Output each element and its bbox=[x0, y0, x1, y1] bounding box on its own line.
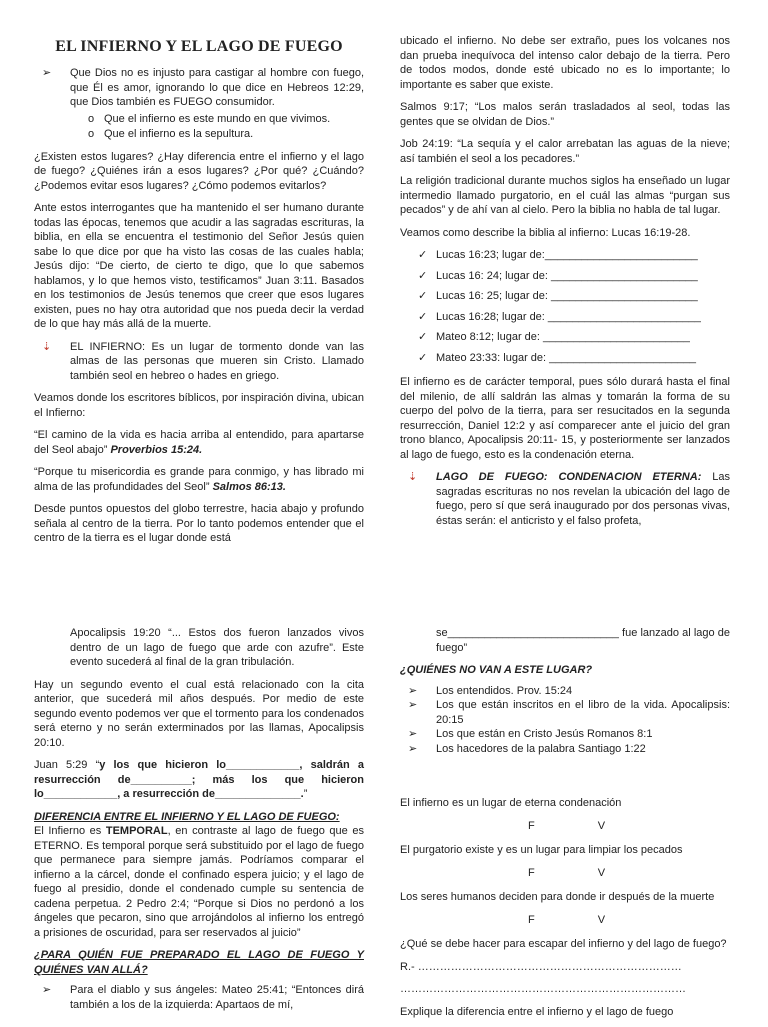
checkmark-icon: ✓ bbox=[418, 269, 428, 282]
fill-in-line: se____________________________ fue lanzado al lago de fuego” bbox=[436, 627, 730, 654]
question: Explique la diferencia entre el infierno y el lago de fuego bbox=[400, 1005, 674, 1018]
paragraph: La religión tradicional durante muchos siglos ha enseñado un lugar intermedio llamado purgatorio, en el cuál las almas “purgan sus pecados” y de ahí van al cielo. Pero la biblia no habla de tal lugar. bbox=[400, 175, 730, 216]
list-item: ✓ Mateo 23:33: lugar de: ________________________ bbox=[418, 351, 696, 364]
quote: “Porque tu misericordia es grande para conmigo, y has librado mi alma de las profundidades del Seol” Salmos 86:13. bbox=[34, 466, 364, 493]
arrow-bullet-icon: ➢ bbox=[42, 67, 52, 79]
checkmark-icon: ✓ bbox=[418, 290, 428, 302]
list-item: ✓ Mateo 8:12; lugar de: ________________________ bbox=[418, 331, 690, 343]
paragraph: Veamos como describe la biblia al infierno: Lucas 16:19-28. bbox=[400, 226, 691, 239]
list-item: o Que el infierno es la sepultura. bbox=[88, 128, 254, 140]
true-false-options[interactable]: F V bbox=[528, 866, 606, 879]
answer-line[interactable]: R.- ……………………………………………………………… bbox=[400, 960, 682, 973]
bottom-left-column bbox=[34, 626, 364, 1014]
true-false-statement: El purgatorio existe y es un lugar para limpiar los pecados bbox=[400, 844, 683, 856]
paragraph: Desde puntos opuestos del globo terrestre, hacia abajo y profundo señala al centro de la tierra. Por lo tanto podemos entender que el centro de la tierra es el lugar donde está bbox=[34, 503, 364, 544]
paragraph: Veamos donde los escritores bíblicos, por inspiración divina, ubican el Infierno: bbox=[34, 392, 364, 419]
true-false-statement: El infierno es un lugar de eterna condenación bbox=[400, 797, 622, 809]
paragraph: Apocalipsis 19:20 “... Estos dos fueron lanzados vivos dentro de un lago de fuego que arde con azufre”. Este evento sucederá al final de la gran tribulación. bbox=[70, 627, 364, 668]
checkmark-icon: ✓ bbox=[418, 331, 428, 343]
paragraph: Salmos 9:17; “Los malos serán trasladados al seol, todas las gentes que se olvidan de Dios.” bbox=[400, 101, 730, 128]
arrow-bullet-icon: ➢ bbox=[408, 684, 418, 697]
checkmark-icon: ✓ bbox=[418, 249, 428, 261]
list-item: ✓ Lucas 16:23; lugar de:_________________________ bbox=[418, 249, 698, 261]
true-false-options[interactable]: F V bbox=[528, 913, 606, 926]
checkmark-icon: ✓ bbox=[418, 310, 428, 323]
list-item: ➢ Los hacedores de la palabra Santiago 1:22 bbox=[408, 742, 646, 755]
paragraph: El Infierno es TEMPORAL, en contraste al lago de fuego que es ETERNO. Es temporal porque será substituido por el lago de fuego que permanece para siempre jamás. Podríamos comparar el infierno a la cárcel, donde el confinado espera juicio; y el lago de fuego al presidio, donde el condenado cumple su sentencia de cadena perpetua. 2 Pedro 2:4; “Porque si Dios no perdonó a los ángeles que pecaron, sino que arrojándolos al infierno los entregó a prisiones de oscuridad, para ser reservados al juicio” bbox=[34, 825, 364, 939]
section-heading: ¿QUIÉNES NO VAN A ESTE LUGAR? bbox=[400, 664, 593, 676]
list-item: ➢ Los entendidos. Prov. 15:24 bbox=[408, 684, 573, 697]
paragraph: ¿Existen estos lugares? ¿Hay diferencia entre el infierno y el lago de fuego? ¿Quiénes irán a esos lugares? ¿Por qué? ¿Cuándo? ¿Podemos evitar esos lugares? ¿Cómo podemos evitarlos? bbox=[34, 150, 364, 192]
paragraph: Ante estos interrogantes que ha mantenido el ser humano durante todas las épocas, tenemos que acudir a las sagradas escrituras, la biblia, en ella se encuentra el testimonio del Señor Jesús quien sabe lo que dice por que ha visto las cosas de las cuales habla; Jesús dijo: “De cierto, de cierto te digo, que lo que sabemos hablamos, y lo que hemos visto, testificamos” Juan 3:11. Basados en los testimonios de Jesús tenemos que creer que esos lugares existen, pues no hay otra autoridad que nos pueda decir la verdad de lo que hay más allá de la muerte. bbox=[34, 202, 364, 330]
question: ¿Qué se debe hacer para escapar del infierno y del lago de fuego? bbox=[400, 938, 727, 950]
down-arrow-icon: ⇣ bbox=[42, 340, 52, 353]
checkmark-icon: ✓ bbox=[418, 351, 428, 364]
circle-bullet-icon: o bbox=[88, 128, 95, 140]
paragraph: ubicado el infierno. No debe ser extraño, pues los volcanes nos dan prueba inequívoca del intenso calor debajo de la tierra. Pero de todos modos, donde esté ubicado no es lo importante; lo importante es saber que existe. bbox=[400, 35, 730, 91]
quote: “El camino de la vida es hacia arriba al entendido, para apartarse del Seol abajo” Proverbios 15:24. bbox=[34, 429, 364, 456]
section-heading: DIFERENCIA ENTRE EL INFIERNO Y EL LAGO DE FUEGO: bbox=[34, 810, 340, 823]
list-item: ➢ Los que están inscritos en el libro de la vida. Apocalipsis: 20:15 bbox=[408, 699, 730, 726]
list-item: ⇣ LAGO DE FUEGO: CONDENACION ETERNA: Las sagradas escrituras no nos revelan la ubicación del lago de fuego, pero sí que será inaugurado por dos personas vivas, éstas serán: el anticristo y el falso profeta, bbox=[408, 471, 730, 527]
true-false-options[interactable]: F V bbox=[528, 819, 606, 832]
paragraph: Job 24:19: “La sequía y el calor arrebatan las aguas de la nieve; así también el seol a los pecadores.” bbox=[400, 138, 730, 165]
list-item: ✓ Lucas 16:28; lugar de: _________________________ bbox=[418, 310, 701, 323]
top-right-column bbox=[400, 34, 730, 530]
arrow-bullet-icon: ➢ bbox=[408, 742, 418, 755]
list-item: o Que el infierno es este mundo en que vivimos. bbox=[88, 112, 331, 125]
list-item: ➢ Los que están en Cristo Jesús Romanos 8:1 bbox=[408, 728, 653, 740]
list-item: ✓ Lucas 16: 25; lugar de: ________________________ bbox=[418, 290, 698, 302]
arrow-bullet-icon: ➢ bbox=[408, 728, 418, 740]
list-item: ✓ Lucas 16: 24; lugar de: ________________________ bbox=[418, 269, 698, 282]
down-arrow-icon: ⇣ bbox=[408, 471, 418, 483]
top-left-column bbox=[34, 34, 364, 554]
arrow-bullet-icon: ➢ bbox=[42, 984, 52, 996]
answer-line[interactable]: …………………………………………………………………… bbox=[400, 983, 686, 995]
paragraph: El infierno es de carácter temporal, pues sólo durará hasta el final del milenio, de allí saldrán las almas y tomarán la forma de su cuerpo del polvo de la tierra, para ser resucitados en la segunda resurrección, Daniel 12:2 y así comparecer ante el juicio del gran trono blanco, Apocalipsis 20:11- 15, y posteriormente ser lanzados al lago de fuego, esto es la condenación eterna. bbox=[400, 376, 730, 461]
true-false-statement: Los seres humanos deciden para donde ir después de la muerte bbox=[400, 891, 715, 903]
page-title: EL INFIERNO Y EL LAGO DE FUEGO bbox=[55, 38, 343, 55]
list-item: ⇣ EL INFIERNO: Es un lugar de tormento donde van las almas de las personas que mueren sin Cristo. Llamado también seol en hebreo o hades en griego. bbox=[42, 340, 364, 382]
circle-bullet-icon: o bbox=[88, 112, 95, 125]
section-heading: ¿PARA QUIÉN FUE PREPARADO EL LAGO DE FUEGO Y QUIÉNES VAN ALLÁ? bbox=[34, 949, 364, 976]
paragraph: Hay un segundo evento el cual está relacionado con la cita anterior, que sucederá mil años después. Por medio de este segundo evento podemos ver que el tormento para los condenados será eterno y no serán exterminados por las llamas, Apocalipsis 20:10. bbox=[34, 678, 364, 749]
bottom-right-column bbox=[400, 626, 730, 1027]
list-item: ➢ Que Dios no es injusto para castigar al hombre con fuego, que Él es amor, ignorando lo que dice en Hebreos 12:29, que Dios también es FUEGO consumidor. bbox=[42, 67, 364, 108]
arrow-bullet-icon: ➢ bbox=[408, 699, 418, 711]
list-item: ➢ Para el diablo y sus ángeles: Mateo 25:41; “Entonces dirá también a los de la izquierda: Apartaos de mí, bbox=[42, 984, 364, 1011]
fill-in-quote: Juan 5:29 “y los que hicieron lo____________, saldrán a resurrección de__________; más los que hicieron lo____________, a resurrección de______________.” bbox=[34, 759, 364, 800]
